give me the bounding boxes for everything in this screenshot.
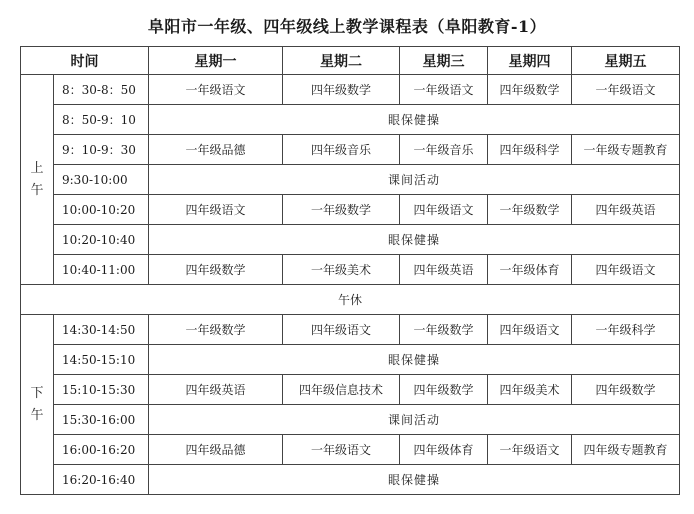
course-cell: 四年级品德	[149, 435, 283, 465]
activity-cell: 眼保健操	[149, 105, 680, 135]
course-cell: 四年级美术	[488, 375, 572, 405]
course-cell: 四年级数学	[149, 255, 283, 285]
course-cell: 四年级信息技术	[283, 375, 400, 405]
schedule-row	[21, 135, 680, 165]
course-cell: 四年级科学	[488, 135, 572, 165]
time-slot: 10:20-10:40	[54, 225, 149, 255]
schedule-row	[21, 345, 680, 375]
schedule-row	[21, 435, 680, 465]
schedule-table	[20, 46, 680, 495]
course-cell: 一年级品德	[149, 135, 283, 165]
course-cell: 一年级体育	[488, 255, 572, 285]
schedule-row	[21, 465, 680, 495]
course-cell: 一年级语文	[283, 435, 400, 465]
course-cell: 一年级科学	[572, 315, 680, 345]
header-day: 星期三	[400, 47, 488, 75]
schedule-row	[21, 165, 680, 195]
time-slot: 10:40-11:00	[54, 255, 149, 285]
course-cell: 四年级英语	[572, 195, 680, 225]
time-slot: 16:00-16:20	[54, 435, 149, 465]
course-cell: 四年级数学	[283, 75, 400, 105]
period-afternoon: 下 午	[21, 315, 54, 495]
schedule-row	[21, 75, 680, 105]
course-cell: 一年级语文	[488, 435, 572, 465]
page-title: 阜阳市一年级、四年级线上教学课程表（阜阳教育-1）	[147, 17, 547, 36]
schedule-row	[21, 225, 680, 255]
time-slot: 9:30-10:00	[54, 165, 149, 195]
schedule-row	[21, 405, 680, 435]
course-cell: 四年级专题教育	[572, 435, 680, 465]
course-cell: 一年级数学	[488, 195, 572, 225]
lunch-break-cell: 午休	[21, 285, 680, 315]
course-cell: 一年级美术	[283, 255, 400, 285]
course-cell: 四年级数学	[572, 375, 680, 405]
schedule-row	[21, 195, 680, 225]
schedule-row	[21, 255, 680, 285]
activity-cell: 课间活动	[149, 165, 680, 195]
course-cell: 四年级语文	[400, 195, 488, 225]
course-cell: 一年级数学	[283, 195, 400, 225]
activity-cell: 眼保健操	[149, 465, 680, 495]
course-cell: 四年级数学	[400, 375, 488, 405]
course-cell: 一年级语文	[149, 75, 283, 105]
course-cell: 四年级语文	[572, 255, 680, 285]
time-slot: 15:10-15:30	[54, 375, 149, 405]
header-day: 星期二	[283, 47, 400, 75]
course-cell: 一年级语文	[400, 75, 488, 105]
course-cell: 四年级英语	[149, 375, 283, 405]
activity-cell: 课间活动	[149, 405, 680, 435]
header-day: 星期五	[572, 47, 680, 75]
course-cell: 四年级语文	[283, 315, 400, 345]
course-cell: 一年级音乐	[400, 135, 488, 165]
course-cell: 一年级语文	[572, 75, 680, 105]
header-time: 时间	[21, 47, 149, 75]
course-cell: 一年级数学	[149, 315, 283, 345]
time-slot: 14:30-14:50	[54, 315, 149, 345]
course-cell: 四年级语文	[149, 195, 283, 225]
period-morning: 上 午	[21, 75, 54, 285]
course-cell: 四年级音乐	[283, 135, 400, 165]
time-slot: 9：10-9：30	[54, 135, 149, 165]
schedule-row	[21, 375, 680, 405]
course-cell: 四年级数学	[488, 75, 572, 105]
course-cell: 四年级英语	[400, 255, 488, 285]
time-slot: 14:50-15:10	[54, 345, 149, 375]
time-slot: 8：50-9：10	[54, 105, 149, 135]
header-day: 星期一	[149, 47, 283, 75]
header-row	[21, 47, 680, 75]
schedule-row	[21, 285, 680, 315]
time-slot: 8：30-8：50	[54, 75, 149, 105]
course-cell: 一年级专题教育	[572, 135, 680, 165]
header-day: 星期四	[488, 47, 572, 75]
activity-cell: 眼保健操	[149, 225, 680, 255]
activity-cell: 眼保健操	[149, 345, 680, 375]
schedule-row	[21, 315, 680, 345]
schedule-row	[21, 105, 680, 135]
course-cell: 四年级体育	[400, 435, 488, 465]
time-slot: 16:20-16:40	[54, 465, 149, 495]
time-slot: 10:00-10:20	[54, 195, 149, 225]
course-cell: 一年级数学	[400, 315, 488, 345]
course-cell: 四年级语文	[488, 315, 572, 345]
time-slot: 15:30-16:00	[54, 405, 149, 435]
